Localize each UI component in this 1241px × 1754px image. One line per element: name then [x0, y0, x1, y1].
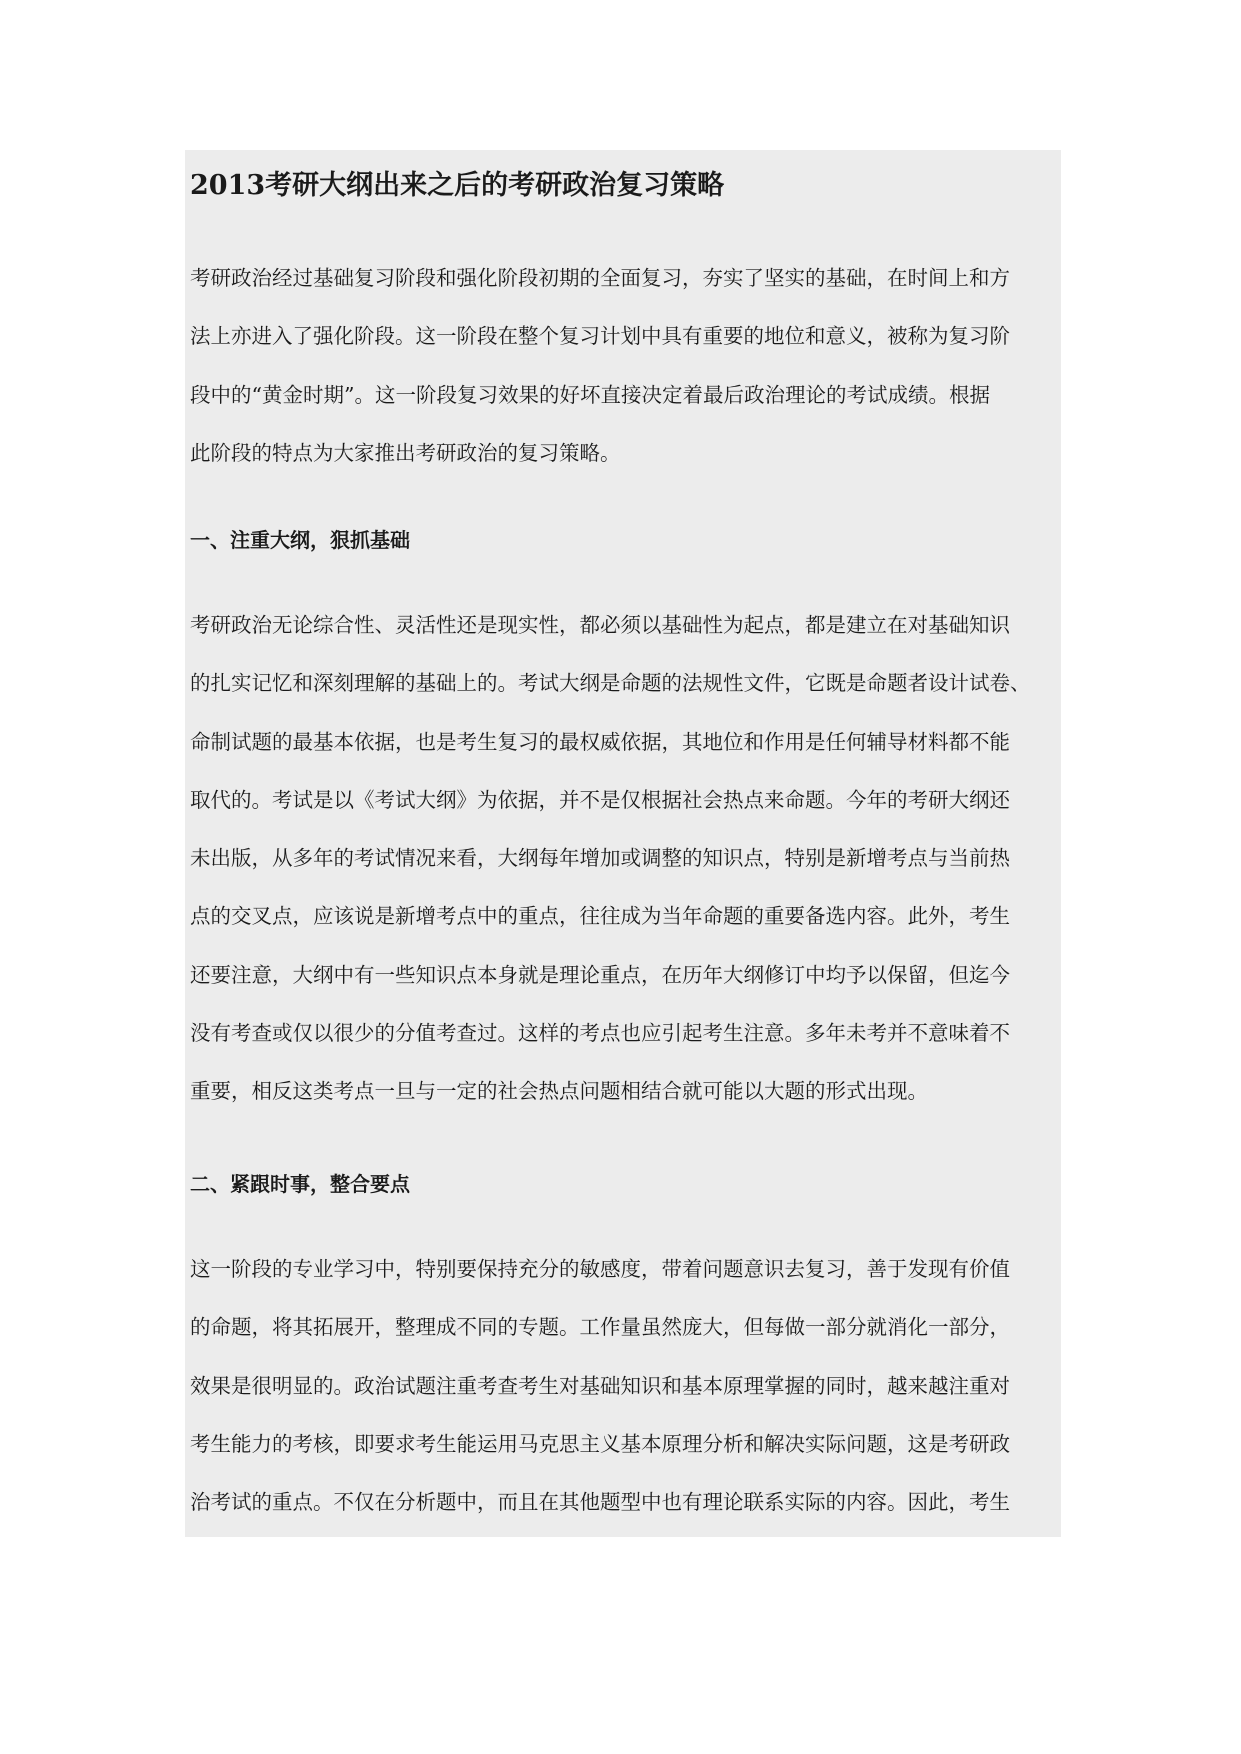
- section-1-paragraph: [190, 596, 1056, 1121]
- paragraph-line: 重要，相反这类考点一旦与一定的社会热点问题相结合就可能以大题的形式出现。: [190, 1079, 928, 1104]
- paragraph-line: 治考试的重点。不仅在分析题中，而且在其他题型中也有理论联系实际的内容。因此，考生: [190, 1490, 1010, 1515]
- intro-paragraph: [190, 249, 1056, 482]
- section-heading-2: 二、紧跟时事，整合要点: [190, 1172, 410, 1196]
- paragraph-line: 取代的。考试是以《考试大纲》为依据，并不是仅根据社会热点来命题。今年的考研大纲还: [190, 787, 1010, 812]
- paragraph-line: 考研政治无论综合性、灵活性还是现实性，都必须以基础性为起点，都是建立在对基础知识: [190, 613, 1010, 637]
- paragraph-line: 考研政治经过基础复习阶段和强化阶段初期的全面复习，夯实了坚实的基础，在时间上和方: [190, 266, 1010, 290]
- paragraph-line: 点的交叉点，应该说是新增考点中的重点，往往成为当年命题的重要备选内容。此外，考生: [190, 904, 1010, 929]
- paragraph-line: 考生能力的考核，即要求考生能运用马克思主义基本原理分析和解决实际问题，这是考研政: [190, 1431, 1010, 1456]
- section-heading-1: 一、注重大纲，狠抓基础: [190, 528, 410, 552]
- paragraph-line: 段中的“黄金时期”。这一阶段复习效果的好坏直接决定着最后政治理论的考试成绩。根据: [190, 382, 990, 407]
- paragraph-line: 没有考查或仅以很少的分值考查过。这样的考点也应引起考生注意。多年未考并不意味着不: [190, 1021, 1010, 1046]
- paragraph-line: 的命题，将其拓展开，整理成不同的专题。工作量虽然庞大，但每做一部分就消化一部分，: [190, 1315, 1010, 1340]
- section-2-paragraph: [190, 1240, 1056, 1531]
- document-title: 2013考研大纲出来之后的考研政治复习策略: [190, 170, 725, 201]
- paragraph-line: 还要注意，大纲中有一些知识点本身就是理论重点，在历年大纲修订中均予以保留，但迄今: [190, 962, 1010, 987]
- paragraph-line: 此阶段的特点为大家推出考研政治的复习策略。: [190, 440, 621, 465]
- paragraph-line: 未出版，从多年的考试情况来看，大纲每年增加或调整的知识点，特别是新增考点与当前热: [190, 846, 1010, 871]
- paragraph-line: 法上亦进入了强化阶段。这一阶段在整个复习计划中具有重要的地位和意义，被称为复习阶: [190, 324, 1010, 349]
- paragraph-line: 这一阶段的专业学习中，特别要保持充分的敏感度，带着问题意识去复习，善于发现有价值: [190, 1257, 1010, 1281]
- paragraph-line: 效果是很明显的。政治试题注重考查考生对基础知识和基本原理掌握的同时，越来越注重对: [190, 1373, 1010, 1398]
- document-content-block: [185, 150, 1061, 1537]
- paragraph-line: 命制试题的最基本依据，也是考生复习的最权威依据，其地位和作用是任何辅导材料都不能: [190, 729, 1010, 754]
- paragraph-line: 的扎实记忆和深刻理解的基础上的。考试大纲是命题的法规性文件，它既是命题者设计试卷、: [190, 671, 1031, 696]
